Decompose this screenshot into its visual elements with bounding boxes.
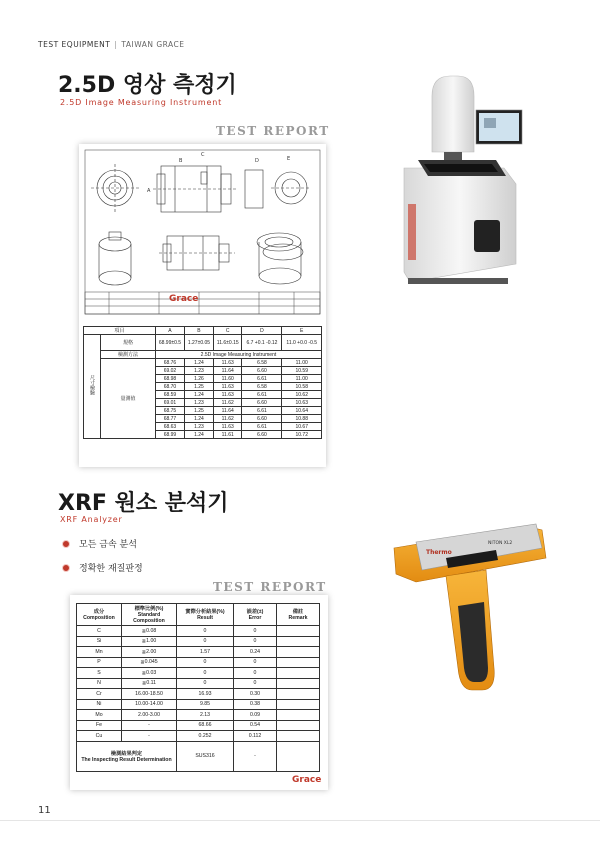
device-model: NITON XL2 — [488, 541, 513, 546]
table-row — [77, 699, 320, 710]
spec-e: 11.0 +0.0 -0.5 — [282, 335, 322, 351]
spec-a: 68.99±0.5 — [155, 335, 184, 351]
cell: ≦0.03 — [122, 668, 177, 679]
cell: 11.00 — [282, 359, 322, 367]
table-row — [84, 359, 322, 367]
head-en: Remark — [288, 615, 308, 621]
image-measuring-machine — [398, 72, 526, 290]
cell: 6.61 — [242, 407, 282, 415]
cell: 0 — [177, 657, 234, 668]
cell: 6.61 — [242, 423, 282, 431]
cell — [277, 731, 320, 742]
cell: 6.61 — [242, 375, 282, 383]
cell: 0.38 — [234, 699, 277, 710]
cell: 0.30 — [234, 689, 277, 700]
cell: 0 — [234, 636, 277, 647]
grace-logo-2: Grace — [292, 775, 322, 785]
cell: 68.63 — [155, 423, 184, 431]
cell: 68.75 — [155, 407, 184, 415]
cell: Mo — [77, 710, 122, 721]
cell: 1.24 — [184, 359, 213, 367]
table-spec-label: 規格 — [101, 335, 156, 351]
spec-c: 11.6±0.15 — [213, 335, 242, 351]
section1-subtitle: 2.5D Image Measuring Instrument — [60, 98, 223, 107]
table-col-a: A — [155, 327, 184, 335]
head-zh: 成分 — [93, 609, 105, 615]
report-card-2 — [70, 595, 328, 790]
cell: 11.64 — [213, 367, 242, 375]
table-row — [77, 626, 320, 637]
cell: 1.24 — [184, 415, 213, 423]
table-row — [77, 668, 320, 679]
head-en: Standard Composition — [133, 612, 165, 624]
head-zh: 備註 — [292, 609, 304, 615]
section2-subtitle: XRF Analyzer — [60, 515, 123, 524]
xrf-table — [76, 603, 320, 772]
cell: 1.23 — [184, 399, 213, 407]
cell: 10.59 — [282, 367, 322, 375]
head-en: Result — [197, 615, 213, 621]
report-card-1 — [79, 144, 326, 467]
feature-list — [62, 537, 143, 585]
table-row — [77, 636, 320, 647]
cell: 10.64 — [282, 407, 322, 415]
head-en: Error — [248, 615, 262, 621]
table-row — [77, 731, 320, 742]
xrf-head-result — [177, 604, 234, 626]
cell: 1.23 — [184, 423, 213, 431]
page-number: 11 — [38, 805, 51, 816]
drawing-label-d: D — [255, 158, 259, 164]
head-zh: 標準比例(%) — [134, 606, 164, 612]
cell: 0 — [177, 626, 234, 637]
cell: 11.62 — [213, 415, 242, 423]
cell: 6.60 — [242, 415, 282, 423]
feature-item — [62, 561, 143, 574]
cell: 10.72 — [282, 431, 322, 439]
feature-text: 모든 금속 분석 — [79, 540, 137, 550]
cell: Fe — [77, 720, 122, 731]
cell: P — [77, 657, 122, 668]
cell: 0 — [234, 657, 277, 668]
xrf-header-row — [77, 604, 320, 626]
spec-b: 1.27±0.05 — [184, 335, 213, 351]
cell: 1.23 — [184, 367, 213, 375]
cell: 1.25 — [184, 383, 213, 391]
header-label — [38, 40, 185, 49]
cell: 6.60 — [242, 367, 282, 375]
cell: 0.09 — [234, 710, 277, 721]
table-col-b: B — [184, 327, 213, 335]
cell — [277, 647, 320, 658]
bullet-icon — [62, 540, 70, 548]
xrf-result-row — [77, 741, 320, 771]
bullet-icon — [62, 564, 70, 572]
cell: Cr — [77, 689, 122, 700]
cell: Si — [77, 636, 122, 647]
cell: ≦0.08 — [122, 626, 177, 637]
table-col-d: D — [242, 327, 282, 335]
cell: N — [77, 678, 122, 689]
cell: 6.60 — [242, 431, 282, 439]
cell — [277, 710, 320, 721]
cell: - — [122, 720, 177, 731]
measurement-table — [83, 326, 322, 439]
cell: 9.85 — [177, 699, 234, 710]
grace-logo-1: Grace — [169, 294, 199, 304]
drawing-label-e: E — [287, 156, 291, 162]
cell: 6.61 — [242, 391, 282, 399]
cell — [277, 689, 320, 700]
cell: C — [77, 626, 122, 637]
cell: S — [77, 668, 122, 679]
cell: 10.62 — [282, 391, 322, 399]
cell: 0 — [234, 626, 277, 637]
cell: 0.54 — [234, 720, 277, 731]
header-company: TAIWAN GRACE — [121, 40, 185, 49]
result-remark — [277, 741, 320, 771]
cell: 11.63 — [213, 383, 242, 391]
head-zh: 實際分析結果(%) — [185, 609, 225, 615]
table-col-e: E — [282, 327, 322, 335]
xrf-analyzer-device — [386, 518, 554, 700]
side-label-text: 尺寸檢驗 — [89, 375, 95, 395]
table-row — [77, 647, 320, 658]
cell: Mn — [77, 647, 122, 658]
cell — [277, 720, 320, 731]
drawing-label-a: A — [147, 188, 151, 194]
result-value: SUS316 — [177, 741, 234, 771]
feature-text: 정확한 재질판정 — [79, 564, 143, 574]
cell — [277, 636, 320, 647]
cell: 68.98 — [155, 375, 184, 383]
cell — [277, 668, 320, 679]
head-en: Composition — [83, 615, 115, 621]
table-measure-label: 量測值 — [101, 359, 156, 439]
cell: 2.00-3.00 — [122, 710, 177, 721]
cell: 11.63 — [213, 423, 242, 431]
header-section: TEST EQUIPMENT — [38, 40, 111, 49]
device-brand: Thermo — [426, 549, 452, 556]
table-row — [77, 710, 320, 721]
xrf-head-standard — [122, 604, 177, 626]
cell: 10.00-14.00 — [122, 699, 177, 710]
result-label-zh: 檢測結果判定 — [110, 750, 143, 757]
section1-title: 2.5D 영상 측정기 — [58, 73, 237, 98]
technical-drawing — [79, 144, 326, 320]
cell: 1.24 — [184, 431, 213, 439]
cell: Ni — [77, 699, 122, 710]
spec-d: 6.7 +0.1 -0.12 — [242, 335, 282, 351]
cell: 1.26 — [184, 375, 213, 383]
table-row — [77, 720, 320, 731]
table-spec-row — [84, 335, 322, 351]
cell: 10.63 — [282, 399, 322, 407]
xrf-head-error — [234, 604, 277, 626]
table-method-value: 2.5D Image Measuring Instrument — [155, 351, 321, 359]
head-zh: 誤差(±) — [246, 609, 264, 615]
cell: Cu — [77, 731, 122, 742]
cell: 16.00-18.50 — [122, 689, 177, 700]
cell: 11.00 — [282, 375, 322, 383]
cell: 11.61 — [213, 431, 242, 439]
cell: 68.70 — [155, 383, 184, 391]
cell: 68.77 — [155, 415, 184, 423]
cell: - — [122, 731, 177, 742]
cell: 0.252 — [177, 731, 234, 742]
cell: 6.60 — [242, 399, 282, 407]
cell: ≦2.00 — [122, 647, 177, 658]
section1-report-title: TEST REPORT — [216, 124, 330, 138]
cell: 0 — [177, 668, 234, 679]
cell: ≦0.045 — [122, 657, 177, 668]
table-method-label: 檢測方法 — [101, 351, 156, 359]
cell: 10.88 — [282, 415, 322, 423]
cell: 1.25 — [184, 407, 213, 415]
result-label-en: The Inspecting Result Determination — [81, 756, 172, 763]
table-method-row — [84, 351, 322, 359]
cell: 68.59 — [155, 391, 184, 399]
cell: 0 — [234, 668, 277, 679]
cell — [277, 657, 320, 668]
drawing-label-c: C — [201, 152, 205, 158]
table-row — [77, 678, 320, 689]
cell: 6.58 — [242, 383, 282, 391]
feature-item — [62, 537, 143, 550]
table-col-c: C — [213, 327, 242, 335]
cell — [277, 626, 320, 637]
cell — [277, 699, 320, 710]
table-row — [77, 657, 320, 668]
cell: 11.64 — [213, 407, 242, 415]
cell: 0 — [234, 678, 277, 689]
cell: 0.112 — [234, 731, 277, 742]
cell: 11.63 — [213, 359, 242, 367]
cell: 10.67 — [282, 423, 322, 431]
result-error: - — [234, 741, 277, 771]
cell: ≦1.00 — [122, 636, 177, 647]
cell: 69.01 — [155, 399, 184, 407]
footer-divider — [0, 820, 600, 821]
cell: 68.99 — [155, 431, 184, 439]
cell: 0.24 — [234, 647, 277, 658]
cell: ≦0.11 — [122, 678, 177, 689]
header-separator: | — [114, 40, 118, 49]
result-label — [77, 741, 177, 771]
cell: 16.93 — [177, 689, 234, 700]
cell: 11.62 — [213, 399, 242, 407]
cell: 1.24 — [184, 391, 213, 399]
table-head-label: 項目 — [84, 327, 156, 335]
cell: 0 — [177, 678, 234, 689]
cell: 68.66 — [177, 720, 234, 731]
cell: 6.58 — [242, 359, 282, 367]
cell — [277, 678, 320, 689]
table-header-row — [84, 327, 322, 335]
cell: 0 — [177, 636, 234, 647]
cell: 11.60 — [213, 375, 242, 383]
cell: 11.63 — [213, 391, 242, 399]
cell: 10.58 — [282, 383, 322, 391]
table-side-label — [84, 335, 101, 439]
cell: 2.13 — [177, 710, 234, 721]
xrf-head-composition — [77, 604, 122, 626]
cell: 1.57 — [177, 647, 234, 658]
cell: 69.02 — [155, 367, 184, 375]
section2-report-title: TEST REPORT — [213, 580, 327, 594]
xrf-head-remark — [277, 604, 320, 626]
drawing-label-b: B — [179, 158, 183, 164]
table-row — [77, 689, 320, 700]
section2-title: XRF 원소 분석기 — [58, 491, 229, 516]
cell: 68.76 — [155, 359, 184, 367]
